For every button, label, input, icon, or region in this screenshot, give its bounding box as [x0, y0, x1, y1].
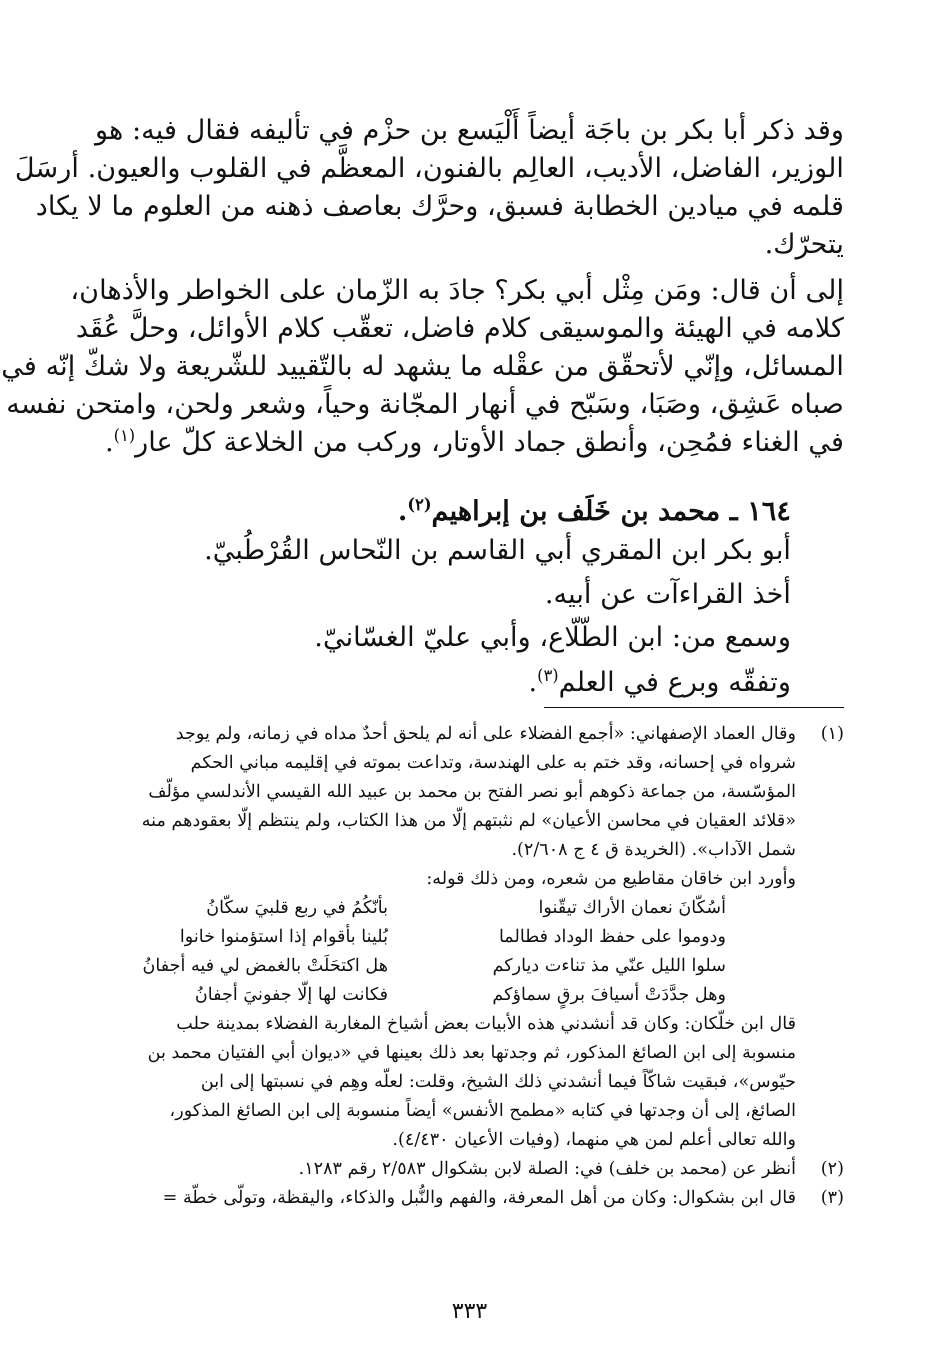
paragraph-line: الوزير، الفاضل، الأديب، العالِم بالفنون، المعظَّم في القلوب والعيون. أرسَلَ [14, 153, 844, 184]
paragraph-text: في الغناء فمُحِن، وأنطق جماد الأوتار، وركب من الخلاعة كلّ عار [135, 427, 844, 458]
poem-verses [98, 894, 726, 1010]
footnote-separator [544, 707, 844, 708]
punctuation: . [397, 495, 408, 528]
footnote-line: قال ابن بشكوال: وكان من أهل المعرفة، والفهم والنُّبل والذكاء، واليقظة، وتولّى خطّة = [162, 1188, 796, 1209]
verse [98, 894, 726, 923]
footnote-line: المؤسّسة، من جماعة ذكوهم أبو نصر الفتح بن محمد بن عبيد الله القيسي الأندلسي مؤلّف [148, 782, 796, 802]
verse [98, 952, 726, 981]
paragraph-line: يتحرّك. [764, 229, 844, 260]
paragraph-line: قلمه في ميادين الخطابة فسبق، وحرَّك بعاصف ذهنه من العلوم ما لا يكاد [35, 191, 844, 222]
footnote-1 [98, 720, 844, 1155]
entry-line [191, 666, 791, 704]
paragraph-line: المسائل، وإنّي لأتحقّق من عقْله ما يشهد له بالتّقييد للشّريعة ولا شكّ إنّه في [1, 351, 844, 382]
entry-text: وتفقّه وبرع في العلم [558, 667, 791, 699]
footnote-line: وأورد ابن خاقان مقاطيع من شعره، ومن ذلك قوله: [426, 869, 796, 889]
punctuation: . [104, 427, 114, 458]
verse-hemistich-1: سلوا الليل عنّي مذ تناءت دياركم [492, 956, 726, 976]
footnote-line: شرواه في إحسانه، وقد ختم به على الهندسة، وتداعت بموته في إقليمه مباني الحكم [190, 753, 796, 773]
verse [98, 923, 726, 952]
footnote-ref: (٣) [537, 666, 559, 685]
verse-hemistich-2: هل اكتحَلَتْ بالغمض لي فيه أجفانُ [142, 956, 388, 976]
footnote-line: حيّوس»، فبقيت شاكّاً فيما أنشدني ذلك الشيخ، وقلت: لعلّه وهِم في نسبتها إلى ابن [200, 1072, 796, 1092]
footnote-line: أنظر عن (محمد بن خلف) في: الصلة لابن بشكوال ٢/٥٨٣ رقم ١٢٨٣. [298, 1159, 796, 1179]
footnotes [98, 720, 844, 1213]
footnote-line: منسوبة إلى ابن الصائغ المذكور، ثم وجدتها بعد ذلك بعينها في «ديوان أبي الفتيان محمد بن [147, 1043, 796, 1063]
entry-line: أبو بكر ابن المقري أبي القاسم بن النّحاس القُرْطُبيّ. [204, 535, 791, 566]
entry-line: أخذ القراءآت عن أبيه. [544, 579, 791, 610]
footnote-number: (٣) [820, 1188, 844, 1209]
verse-hemistich-2: بُلينا بأقوام إذا استؤمنوا خانوا [179, 927, 388, 947]
punctuation: . [528, 667, 538, 699]
footnote-number: (١) [820, 724, 844, 744]
entry-title-text: ١٦٤ ـ محمد بن خَلَف بن إبراهيم [431, 495, 791, 528]
paragraph-2 [1, 272, 844, 462]
footnote-line: وقال العماد الإصفهاني: «أجمع الفضلاء على أنه لم يلحق أحدٌ مداه في زمانه، ولم يوجد [175, 724, 796, 744]
verse-hemistich-1: أسُكّانَ نعمان الأراك تيقّنوا [538, 898, 726, 918]
verse-hemistich-2: فكانت لها إلّا جفونيَ أجفانُ [194, 985, 388, 1005]
verse-hemistich-1: ودوموا على حفظ الوداد فطالما [498, 927, 726, 947]
footnote-line: قال ابن خلّكان: وكان قد أنشدني هذه الأبيات بعض أشياخ المغاربة الفضلاء بمدينة حلب [176, 1014, 796, 1034]
entry-title [191, 495, 791, 533]
verse-hemistich-2: بأنّكُمُ في ربع قلبيَ سكّانُ [206, 898, 388, 918]
footnote-ref: (٢) [407, 495, 432, 514]
footnote-line: شمل الآداب». (الخريدة ق ٤ ج ٢/٦٠٨). [511, 840, 796, 860]
footnote-line: الصائغ، إلى أن وجدتها في كتابه «مطمح الأنفس» أيضاً منسوبة إلى ابن الصائغ المذكور، [169, 1101, 796, 1121]
footnote-line: والله تعالى أعلم لمن هي منهما، (وفيات الأعيان ٤/٤٣٠). [392, 1130, 796, 1150]
footnote-2 [98, 1155, 844, 1184]
paragraph-line: إلى أن قال: ومَن مِثْل أبي بكر؟ جادَ به الزّمان على الخواطر والأذهان، [70, 275, 844, 306]
verse-hemistich-1: وهل جدَّدَتْ أسيافَ برقٍ سماؤكم [492, 985, 726, 1005]
footnote-line: «قلائد العقيان في محاسن الأعيان» لم نثبتهم إلّا من هذا الكتاب، ولم ينتظم إلّا بعقودهم منه [141, 811, 796, 831]
paragraph-1 [14, 112, 844, 264]
paragraph-line: كلامه في الهيئة والموسيقى كلام فاضل، تعقّب كلام الأوائل، وحلَّ عُقَد [75, 313, 844, 344]
footnote-number: (٢) [820, 1159, 844, 1179]
paragraph-line: وقد ذكر أبا بكر بن باجَة أيضاً أَلْيَسع بن حزْم في تأليفه فقال فيه: هو [95, 115, 844, 146]
verse [98, 981, 726, 1010]
footnote-text [98, 720, 796, 1155]
footnote-ref: (١) [113, 425, 136, 445]
page-number: ٣٣٣ [451, 1299, 488, 1324]
paragraph-line: صباه عَشِق، وصَبَا، وسَبّح في أنهار المجّانة وحياً، وشعر ولحن، وامتحن نفسه [6, 389, 844, 420]
entry-line: وسمع من: ابن الطّلّاع، وأبي عليّ الغسّانيّ. [314, 622, 791, 653]
paragraph-line [104, 424, 844, 462]
footnote-3 [98, 1184, 844, 1213]
